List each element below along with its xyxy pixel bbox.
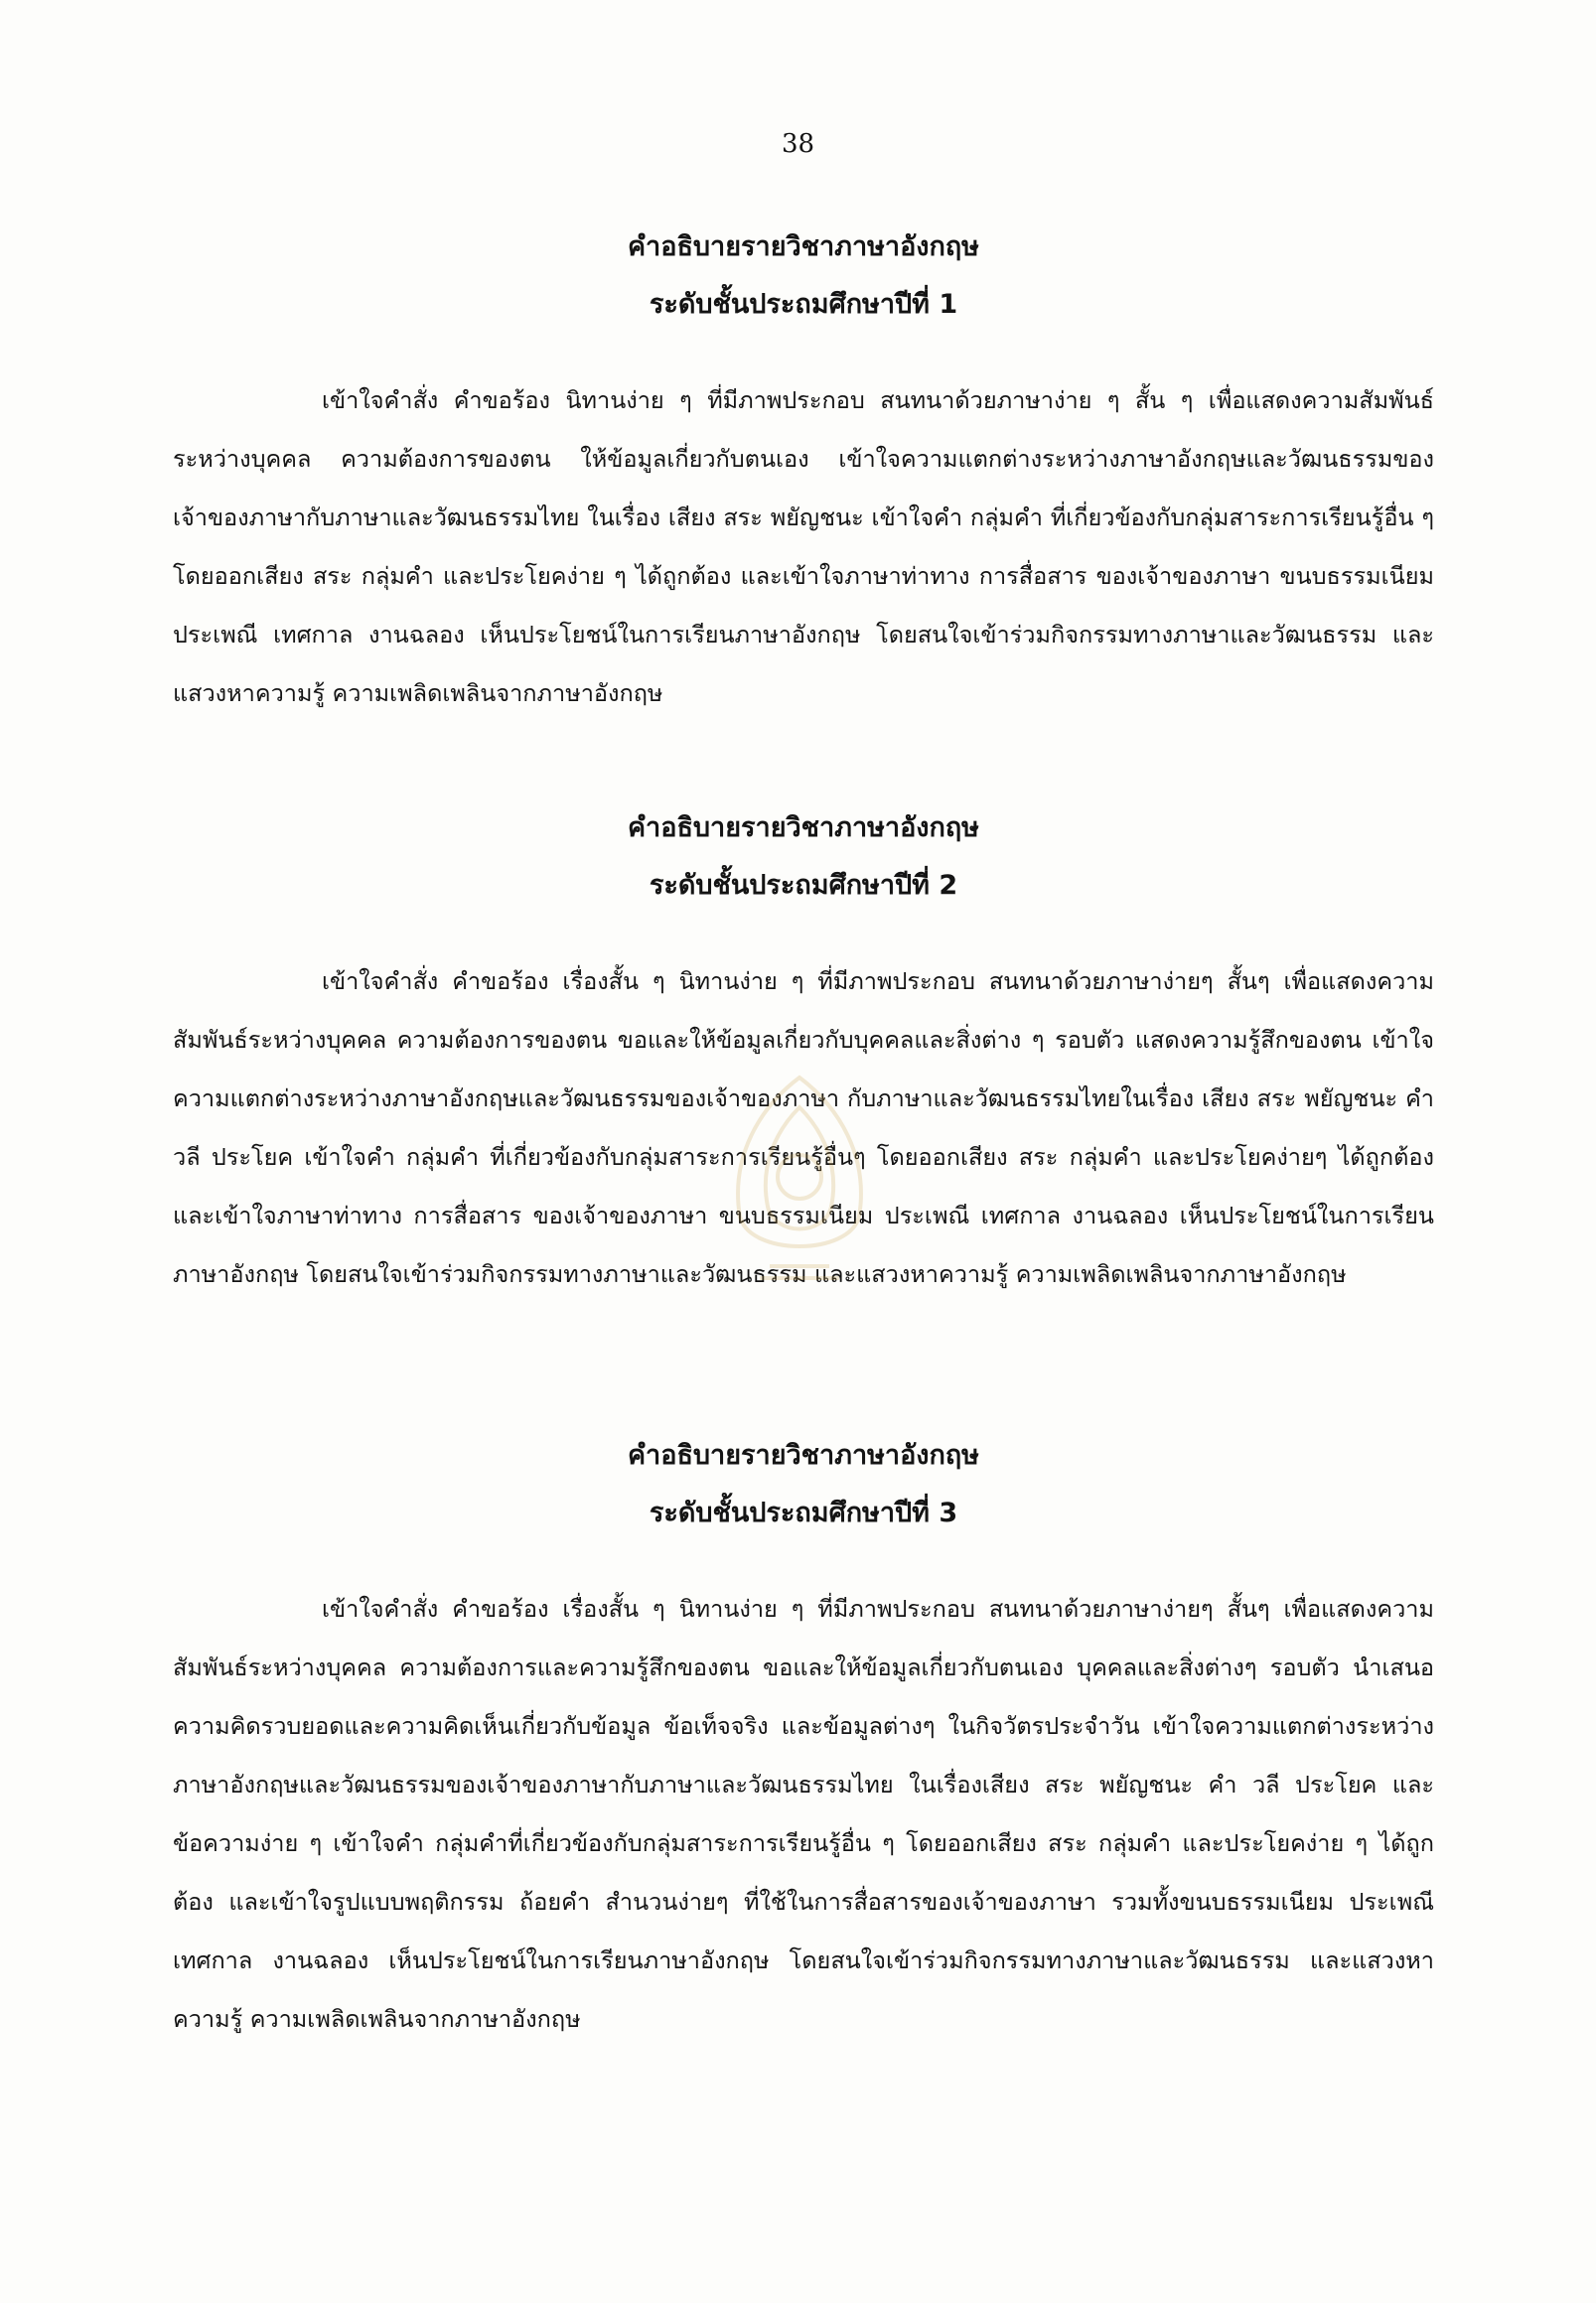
section-body: เข้าใจคำสั่ง คำขอร้อง นิทานง่าย ๆ ที่มีภาพประกอบ สนทนาด้วยภาษาง่าย ๆ สั้น ๆ เพื่อแสดงความสัมพันธ์ระหว่างบุคคล ความต้องการของตน ให้ข้อมูลเกี่ยวกับตนเอง เข้าใจความแตกต่างระหว่างภาษาอังกฤษและวัฒนธรรมของเจ้าของภาษากับภาษาและวัฒนธรรมไทย ในเรื่อง เสียง สระ พยัญชนะ เข้าใจคำ กลุ่มคำ ที่เกี่ยวข้องกับกลุ่มสาระการเรียนรู้อื่น ๆ โดยออกเสียง สระ กลุ่มคำ และประโยคง่าย ๆ ได้ถูกต้อง และเข้าใจภาษาท่าทาง การสื่อสาร ของเจ้าของภาษา ขนบธรรมเนียม ประเพณี เทศกาล งานฉลอง เห็นประโยชน์ในการเรียนภาษาอังกฤษ โดยสนใจเข้าร่วมกิจกรรมทางภาษาและวัฒนธรรม และแสวงหาความรู้ ความเพลิดเพลินจากภาษาอังกฤษ xyxy=(173,386,1434,707)
section-title: คำอธิบายรายวิชาภาษาอังกฤษ xyxy=(628,1440,979,1471)
course-description-grade-1 xyxy=(173,218,1434,723)
course-description-grade-3 xyxy=(173,1427,1434,2049)
section-heading xyxy=(173,1427,1434,1542)
page-number: 38 xyxy=(781,129,815,159)
course-description-grade-2 xyxy=(173,799,1434,1304)
section-title: คำอธิบายรายวิชาภาษาอังกฤษ xyxy=(628,231,979,262)
section-title: คำอธิบายรายวิชาภาษาอังกฤษ xyxy=(628,812,979,843)
section-subtitle: ระดับชั้นประถมศึกษาปีที่ 3 xyxy=(649,1498,958,1528)
section-subtitle: ระดับชั้นประถมศึกษาปีที่ 1 xyxy=(649,289,958,320)
section-body: เข้าใจคำสั่ง คำขอร้อง เรื่องสั้น ๆ นิทานง่าย ๆ ที่มีภาพประกอบ สนทนาด้วยภาษาง่ายๆ สั้นๆ เพื่อแสดงความสัมพันธ์ระหว่างบุคคล ความต้องการของตน ขอและให้ข้อมูลเกี่ยวกับบุคคลและสิ่งต่าง ๆ รอบตัว แสดงความรู้สึกของตน เข้าใจความแตกต่างระหว่างภาษาอังกฤษและวัฒนธรรมของเจ้าของภาษา กับภาษาและวัฒนธรรมไทยในเรื่อง เสียง สระ พยัญชนะ คำ วลี ประโยค เข้าใจคำ กลุ่มคำ ที่เกี่ยวข้องกับกลุ่มสาระการเรียนรู้อื่นๆ โดยออกเสียง สระ กลุ่มคำ และประโยคง่ายๆ ได้ถูกต้อง และเข้าใจภาษาท่าทาง การสื่อสาร ของเจ้าของภาษา ขนบธรรมเนียม ประเพณี เทศกาล งานฉลอง เห็นประโยชน์ในการเรียนภาษาอังกฤษ โดยสนใจเข้าร่วมกิจกรรมทางภาษาและวัฒนธรรม และแสวงหาความรู้ ความเพลิดเพลินจากภาษาอังกฤษ xyxy=(173,967,1434,1288)
section-heading xyxy=(173,799,1434,915)
section-body: เข้าใจคำสั่ง คำขอร้อง เรื่องสั้น ๆ นิทานง่าย ๆ ที่มีภาพประกอบ สนทนาด้วยภาษาง่ายๆ สั้นๆ เพื่อแสดงความสัมพันธ์ระหว่างบุคคล ความต้องการและความรู้สึกของตน ขอและให้ข้อมูลเกี่ยวกับตนเอง บุคคลและสิ่งต่างๆ รอบตัว นำเสนอความคิดรวบยอดและความคิดเห็นเกี่ยวกับข้อมูล ข้อเท็จจริง และข้อมูลต่างๆ ในกิจวัตรประจำวัน เข้าใจความแตกต่างระหว่างภาษาอังกฤษและวัฒนธรรมของเจ้าของภาษากับภาษาและวัฒนธรรมไทย ในเรื่องเสียง สระ พยัญชนะ คำ วลี ประโยค และข้อความง่าย ๆ เข้าใจคำ กลุ่มคำที่เกี่ยวข้องกับกลุ่มสาระการเรียนรู้อื่น ๆ โดยออกเสียง สระ กลุ่มคำ และประโยคง่าย ๆ ได้ถูกต้อง และเข้าใจรูปแบบพฤติกรรม ถ้อยคำ สำนวนง่ายๆ ที่ใช้ในการสื่อสารของเจ้าของภาษา รวมทั้งขนบธรรมเนียม ประเพณี เทศกาล งานฉลอง เห็นประโยชน์ในการเรียนภาษาอังกฤษ โดยสนใจเข้าร่วมกิจกรรมทางภาษาและวัฒนธรรม และแสวงหาความรู้ ความเพลิดเพลินจากภาษาอังกฤษ xyxy=(173,1595,1434,2033)
section-subtitle: ระดับชั้นประถมศึกษาปีที่ 2 xyxy=(649,870,958,901)
section-heading xyxy=(173,218,1434,334)
